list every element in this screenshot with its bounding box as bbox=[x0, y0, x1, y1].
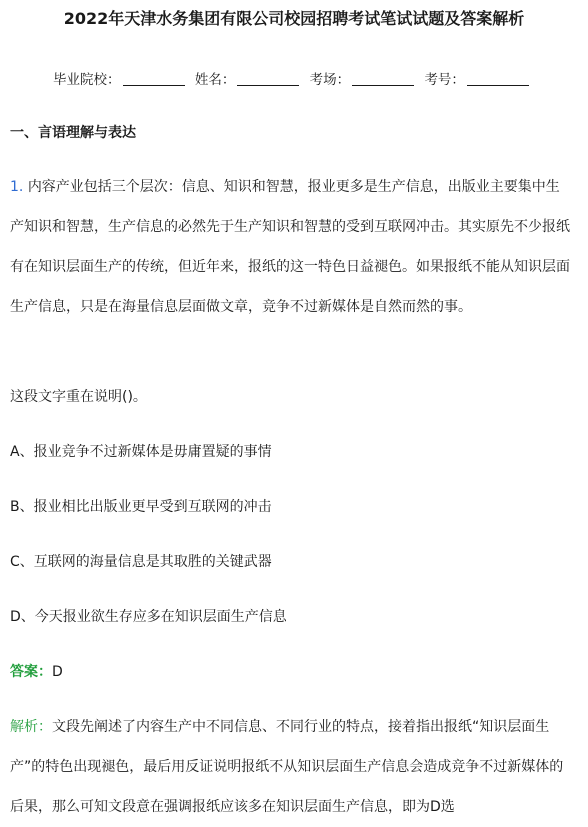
option-b: B、报业相比出版业更早受到互联网的冲击 bbox=[10, 499, 272, 515]
answer-label: 答案： bbox=[10, 664, 52, 680]
document-title: 2022年天津水务集团有限公司校园招聘考试笔试试题及答案解析 bbox=[63, 9, 525, 28]
option-c: C、互联网的海量信息是其取胜的关键武器 bbox=[10, 554, 272, 570]
section-heading: 一、言语理解与表达 bbox=[10, 125, 136, 141]
question-stem bbox=[10, 167, 572, 327]
option-a: A、报业竞争不过新媒体是毋庸置疑的事情 bbox=[10, 444, 272, 460]
option-d: D、今天报业欲生存应多在知识层面生产信息 bbox=[10, 609, 287, 625]
answer-line bbox=[10, 662, 63, 682]
exam-info-line bbox=[0, 70, 588, 90]
number-blank bbox=[467, 71, 529, 86]
analysis-text: 文段先阐述了内容生产中不同信息、不同行业的特点，接着指出报纸“知识层面生产”的特色出现褪色，最后用反证说明报纸不从知识层面生产信息会造成竞争不过新媒体的后果，那么可知文段意在强调报纸应该多在知识层面生产信息，即为D选 bbox=[10, 719, 564, 815]
school-blank bbox=[123, 71, 185, 86]
school-label: 毕业院校： bbox=[53, 72, 121, 88]
answer-value: D bbox=[52, 664, 63, 680]
room-blank bbox=[352, 71, 414, 86]
name-blank bbox=[237, 71, 299, 86]
analysis-label: 解析： bbox=[10, 719, 52, 735]
room-label: 考场： bbox=[309, 72, 351, 88]
question-prompt: 这段文字重在说明()。 bbox=[10, 389, 147, 405]
question-stem-text: 内容产业包括三个层次：信息、知识和智慧，报业更多是生产信息，出版业主要集中生产知识和智慧，生产信息的必然先于生产知识和智慧的受到互联网冲击。其实原先不少报纸有在知识层面生产的传统，但近年来，报纸的这一特色日益褪色。如果报纸不能从知识层面生产信息，只是在海量信息层面做文章，竞争不过新媒体是自然而然的事。 bbox=[10, 179, 570, 315]
analysis-paragraph bbox=[10, 707, 572, 827]
number-label: 考号： bbox=[424, 72, 465, 88]
question-number: 1. bbox=[10, 179, 24, 195]
name-label: 姓名： bbox=[194, 72, 236, 88]
